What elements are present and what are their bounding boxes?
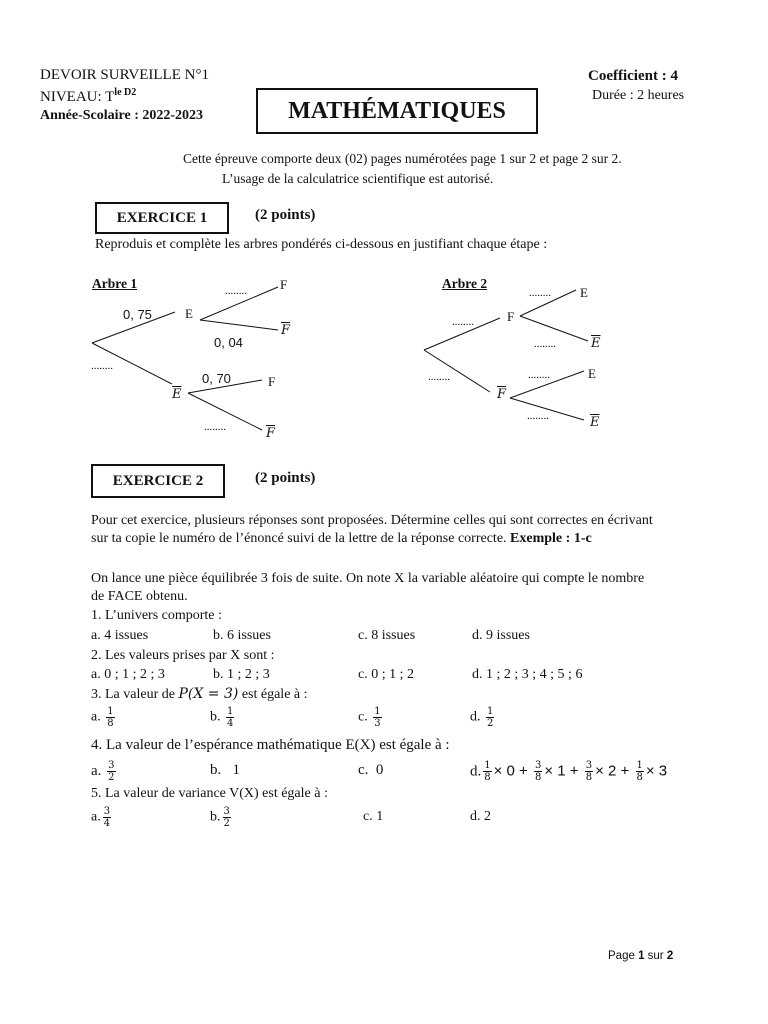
tree1-prob-E: 0, 75 (123, 307, 152, 322)
niveau-label: NIVEAU: T (40, 89, 115, 105)
q5-a-den: 4 (103, 818, 111, 829)
tree1-node-notE: $\overline{E}$ (172, 387, 182, 402)
q2-option-b: b. 1 ; 2 ; 3 (213, 667, 270, 682)
tree2-leaf-notE-2: $\overline{E}$ (590, 415, 600, 430)
q1-option-c: c. 8 issues (358, 628, 416, 643)
q4-d-frac2-num: 3 (535, 760, 542, 771)
q3-c-num: 1 (374, 706, 381, 717)
exercise2-context-line-1: On lance une pièce équilibrée 3 fois de suite. On note X la variable aléatoire qui compte le nombre (91, 571, 645, 586)
q4-d-term1: × 0 + (493, 762, 528, 780)
q1-option-d: d. 9 issues (472, 628, 530, 643)
q4-d-frac3 (585, 760, 593, 783)
tree1-prob-E-F: ........ (225, 285, 247, 297)
exercise1-title: EXERCICE 1 (95, 202, 229, 234)
page-mid: sur (644, 950, 667, 962)
exercise2-context-line-2: de FACE obtenu. (91, 589, 188, 604)
q3-text (91, 686, 308, 703)
intro-line-2: L’usage de la calculatrice scientifique est autorisé. (222, 171, 494, 186)
tree1-leaf-notF-1: $\overline{F}$ (281, 323, 291, 338)
intro-line-1: Cette épreuve comporte deux (02) pages numérotées page 1 sur 2 et page 2 sur 2. (183, 151, 622, 166)
q4-a-label: a. (91, 762, 102, 779)
page-total: 2 (666, 950, 674, 962)
tree1-prob-notE: ........ (91, 360, 113, 372)
q4-a-num: 3 (108, 760, 115, 771)
page-number (608, 950, 673, 962)
coefficient: Coefficient : 4 (588, 68, 678, 84)
q4-d-frac1 (483, 760, 491, 783)
q5-option-a (91, 806, 113, 829)
q4-d-frac1-den: 8 (484, 772, 491, 783)
q3-d-den: 2 (487, 718, 494, 729)
q5-b-den: 2 (223, 818, 230, 829)
q3-text-post: est égale à : (238, 687, 308, 702)
q3-b-fraction (226, 706, 234, 729)
tree2-prob-notF: ........ (428, 371, 450, 383)
q3-text-pre: 3. La valeur de (91, 687, 179, 702)
q4-option-d (470, 760, 667, 783)
tree2-node-notF: $\overline{F}$ (497, 387, 507, 402)
q5-option-b (210, 806, 233, 829)
q4-a-den: 2 (108, 772, 115, 783)
exercise2-intro-line-2 (91, 531, 592, 547)
q4-option-c: c. 0 (358, 762, 384, 778)
tree2-leaf-E-1: E (580, 285, 588, 300)
tree2-prob-F: ........ (452, 316, 474, 328)
tree1-prob-E-notF: 0, 04 (214, 335, 243, 350)
q4-option-a (91, 760, 118, 783)
tree2-node-F: F (507, 309, 515, 324)
tree1-label: Arbre 1 (92, 276, 138, 291)
q4-d-frac4-den: 8 (636, 772, 643, 783)
devoir-title: DEVOIR SURVEILLE N°1 (40, 67, 209, 83)
q5-option-d: d. 2 (470, 809, 491, 824)
q5-text: 5. La valeur de variance V(X) est égale à : (91, 786, 328, 801)
tree2-leaf-E-2: E (588, 366, 596, 381)
tree2-prob-F-E: ........ (529, 287, 551, 299)
tree2-prob-F-notE: ........ (534, 338, 556, 350)
q5-b-num: 3 (223, 806, 230, 817)
q4-d-term4: × 3 (645, 762, 668, 780)
q4-d-frac3-num: 3 (585, 760, 593, 771)
page-pre: Page (608, 950, 639, 962)
page-current: 1 (638, 950, 645, 962)
tree1-node-E: E (185, 306, 193, 321)
q1-option-b: b. 6 issues (213, 628, 271, 643)
q3-c-den: 3 (374, 718, 381, 729)
q3-a-den: 8 (107, 718, 114, 729)
exercise2-intro-line-1: Pour cet exercice, plusieurs réponses sont proposées. Détermine celles qui sont correctes en écrivant (91, 513, 653, 528)
tree1-leaf-notF-2: $\overline{F}$ (266, 426, 276, 441)
q4-d-frac3-den: 8 (585, 772, 593, 783)
q2-option-a: a. 0 ; 1 ; 2 ; 3 (91, 667, 165, 682)
exercise2-title: EXERCICE 2 (91, 464, 225, 498)
q3-a-fraction (106, 706, 114, 729)
tree2-label: Arbre 2 (442, 276, 488, 291)
q4-d-frac2 (534, 760, 542, 783)
exercise1-points: (2 points) (255, 207, 316, 223)
q5-a-label: a. (91, 809, 101, 825)
tree2-leaf-notE-1: $\overline{E}$ (591, 336, 601, 351)
q2-option-d: d. 1 ; 2 ; 3 ; 4 ; 5 ; 6 (472, 667, 583, 682)
tree1-leaf-F-2: F (268, 374, 276, 389)
duration: Durée : 2 heures (592, 88, 685, 103)
q3-d-num: 1 (487, 706, 494, 717)
tree1-prob-notE-F: 0, 70 (202, 371, 231, 386)
q3-a-num: 1 (107, 706, 114, 717)
q5-b-label: b. (210, 809, 221, 825)
q4-d-label: d. (470, 763, 482, 780)
q4-option-b: b. 1 (210, 762, 240, 778)
q3-d-label: d. (470, 709, 481, 725)
q4-d-frac4-num: 1 (636, 760, 643, 771)
q3-c-label: c. (358, 709, 368, 725)
q3-d-fraction (486, 706, 494, 729)
q4-d-term2: × 1 + (544, 762, 579, 780)
q4-d-frac1-num: 1 (484, 760, 491, 771)
q3-b-den: 4 (227, 718, 234, 729)
q3-option-d (470, 706, 496, 729)
q4-d-term3: × 2 + (595, 762, 630, 780)
q3-b-label: b. (210, 709, 221, 725)
q3-option-b (210, 706, 236, 729)
q2-text: 2. Les valeurs prises par X sont : (91, 648, 275, 663)
q1-text: 1. L’univers comporte : (91, 608, 222, 623)
niveau-sup: le D2 (114, 87, 137, 98)
tree2-prob-notF-notE: ........ (527, 410, 549, 422)
subject-title: MATHÉMATIQUES (256, 88, 538, 134)
q5-a-fraction (103, 806, 111, 829)
q3-b-num: 1 (227, 706, 234, 717)
tree1-leaf-F-1: F (280, 277, 288, 292)
q4-d-frac4 (636, 760, 644, 783)
q2-option-c: c. 0 ; 1 ; 2 (358, 667, 414, 682)
q3-option-a (91, 706, 117, 729)
q1-option-a: a. 4 issues (91, 628, 149, 643)
q4-a-fraction (107, 760, 115, 783)
q3-text-expr: P(X = 3) (178, 686, 239, 702)
q3-c-fraction (373, 706, 381, 729)
q5-a-num: 3 (103, 806, 111, 817)
exercise2-intro-text: sur ta copie le numéro de l’énoncé suivi de la lettre de la réponse correcte. (91, 531, 507, 546)
q4-d-frac2-den: 8 (535, 772, 542, 783)
q5-option-c: c. 1 (363, 809, 384, 824)
q5-b-fraction (223, 806, 231, 829)
tree1-branch-E-notF (200, 320, 278, 330)
tree1-prob-notE-notF: ........ (204, 421, 226, 433)
exercise2-example: Exemple : 1-c (510, 531, 592, 546)
q3-option-c (358, 706, 384, 729)
school-year: Année-Scolaire : 2022-2023 (40, 108, 204, 123)
exercise2-points: (2 points) (255, 470, 316, 486)
q3-a-label: a. (91, 709, 101, 725)
q4-text: 4. La valeur de l’espérance mathématique E(X) est égale à : (91, 737, 450, 753)
tree2-prob-notF-E: ........ (528, 369, 550, 381)
exercise1-instruction: Reproduis et complète les arbres pondérés ci-dessous en justifiant chaque étape : (95, 237, 548, 252)
